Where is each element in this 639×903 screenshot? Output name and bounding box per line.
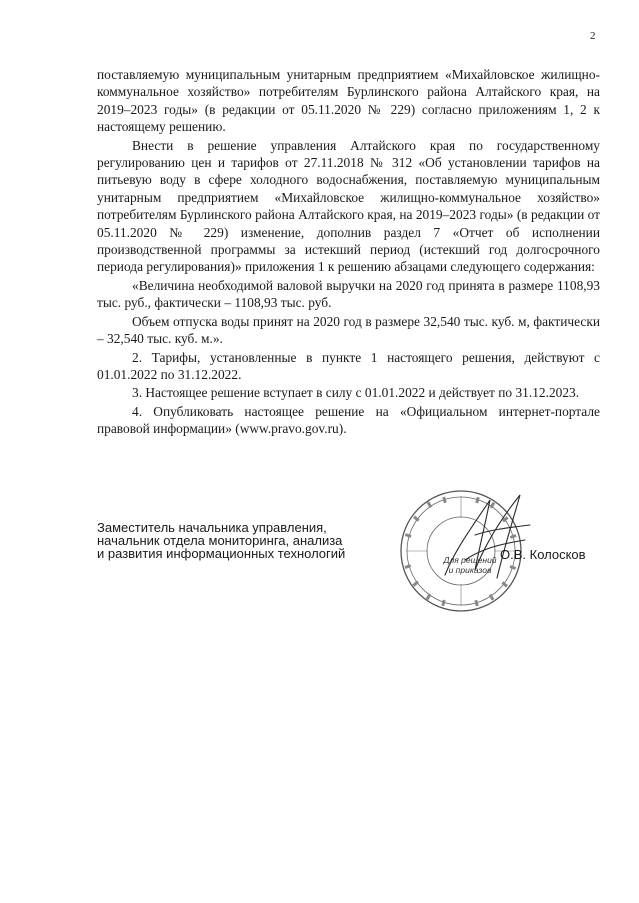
handwritten-signature: [435, 490, 535, 585]
paragraph-amendment: Внести в решение управления Алтайского края по государственному регулированию цен и тарифов от 27.11.2018 № 312 «Об установлении тарифов на питьевую воду в сфере холодного водоснабжения, поставляемую муниципальным унитарным предприятием «Михайловское жилищно-коммунальное хозяйство» потребителям Бурлинского района Алтайского края, на 2019–2023 годы» (в редакции от 05.11.2020 № 229) изменение, дополнив раздел 7 «Отчет об исполнении производственной программы за истекший период (истекший год долгосрочного периода регулирования)» приложения 1 к решению абзацами следующего содержания:: [97, 137, 600, 275]
page-number: 2: [590, 30, 596, 42]
signer-title-line: начальник отдела мониторинга, анализа: [97, 533, 343, 548]
signer-title: [97, 521, 397, 560]
paragraph-item-4: 4. Опубликовать настоящее решение на «Официальном интернет-портале правовой информации» (www.pravo.gov.ru).: [97, 403, 600, 437]
paragraph-item-3: 3. Настоящее решение вступает в силу с 01.01.2022 и действует по 31.12.2023.: [132, 385, 580, 401]
seal-center-line: Для решений: [443, 555, 497, 565]
seal-center-line: и приказов: [448, 565, 492, 575]
document-body: [97, 66, 600, 438]
paragraph-revenue: «Величина необходимой валовой выручки на 2020 год принята в размере 1108,93 тыс. руб., фактически – 1108,93 тыс. руб.: [97, 277, 600, 311]
signer-title-line: и развития информационных технологий: [97, 546, 346, 561]
paragraph-continuation: поставляемую муниципальным унитарным предприятием «Михайловское жилищно-коммунальное хозяйство» потребителям Бурлинского района Алтайского края, на 2019–2023 годы» (в редакции от 05.11.2020 № 229) согласно приложениям 1, 2 к настоящему решению.: [97, 67, 600, 135]
paragraph-item-2: 2. Тарифы, установленные в пункте 1 настоящего решения, действуют с 01.01.2022 по 31.12.2022.: [97, 349, 600, 382]
paragraph-water-volume: Объем отпуска воды принят на 2020 год в размере 32,540 тыс. куб. м, фактически – 32,540 тыс. куб. м.».: [97, 313, 600, 347]
signer-title-line: Заместитель начальника управления,: [97, 520, 327, 535]
signer-name: О.В. Колосков: [500, 547, 586, 562]
